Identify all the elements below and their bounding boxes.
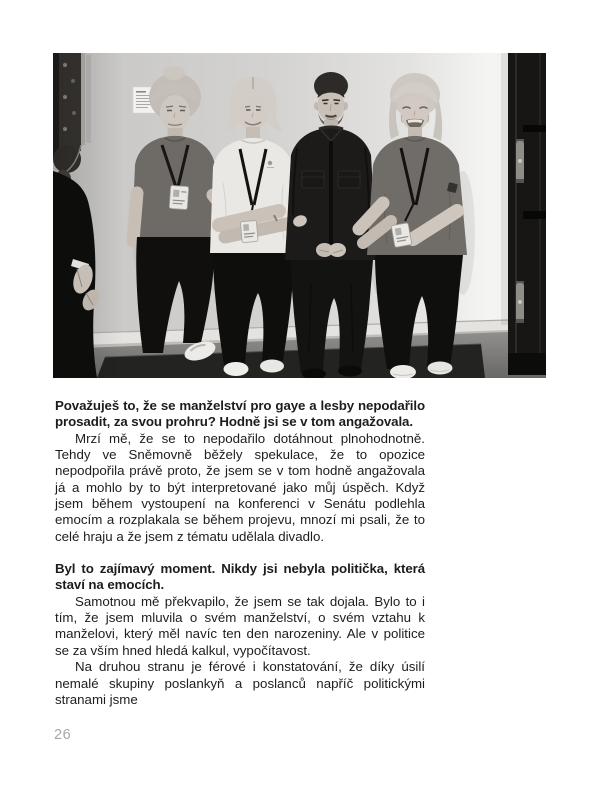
interview-question: Považuješ to, že se manželství pro gaye a lesby nepodařilo prosadit, za svou prohru? Hodně jsi se v tom angažovala. [55, 398, 425, 430]
door-hinge-top [516, 139, 524, 183]
door-hinge-bottom [516, 281, 524, 323]
interview-question: Byl to zajímavý moment. Nikdy jsi nebyla politička, která staví na emocích. [55, 561, 425, 593]
photo [53, 53, 546, 378]
page-number: 26 [54, 727, 72, 743]
photo-illustration [53, 53, 546, 378]
interview-answer: Mrzí mě, že se to nepodařilo dotáhnout plnohodnotně. Tehdy ve Sněmovně běžely spekulace, že to opozice nepodpořila právě proto, že jsem se v tom hodně angažovala já a mohlo by to být interpretované jako můj úspěch. Když jsem během vystoupení na konferenci v Senátu podlehla emocím a rozplakala se během projevu, mnozí mi psali, že to celé hraju a že jsem z tématu udělala divadlo. [55, 430, 425, 544]
interview-answer: Samotnou mě překvapilo, že jsem se tak dojala. Bylo to i tím, že jsem mluvila o svém manželství, o svém vztahu k manželovi, který měl navíc ten den narozeniny. Ale v politice se za vším hned hledá kalkul, vypočítavost. [55, 593, 425, 658]
interview-answer: Na druhou stranu je férové i konstatování, že díky úsilí nemalé skupiny poslankyň a poslanců napříč politickými stranami jsme [55, 659, 425, 707]
interview-text [55, 398, 425, 708]
